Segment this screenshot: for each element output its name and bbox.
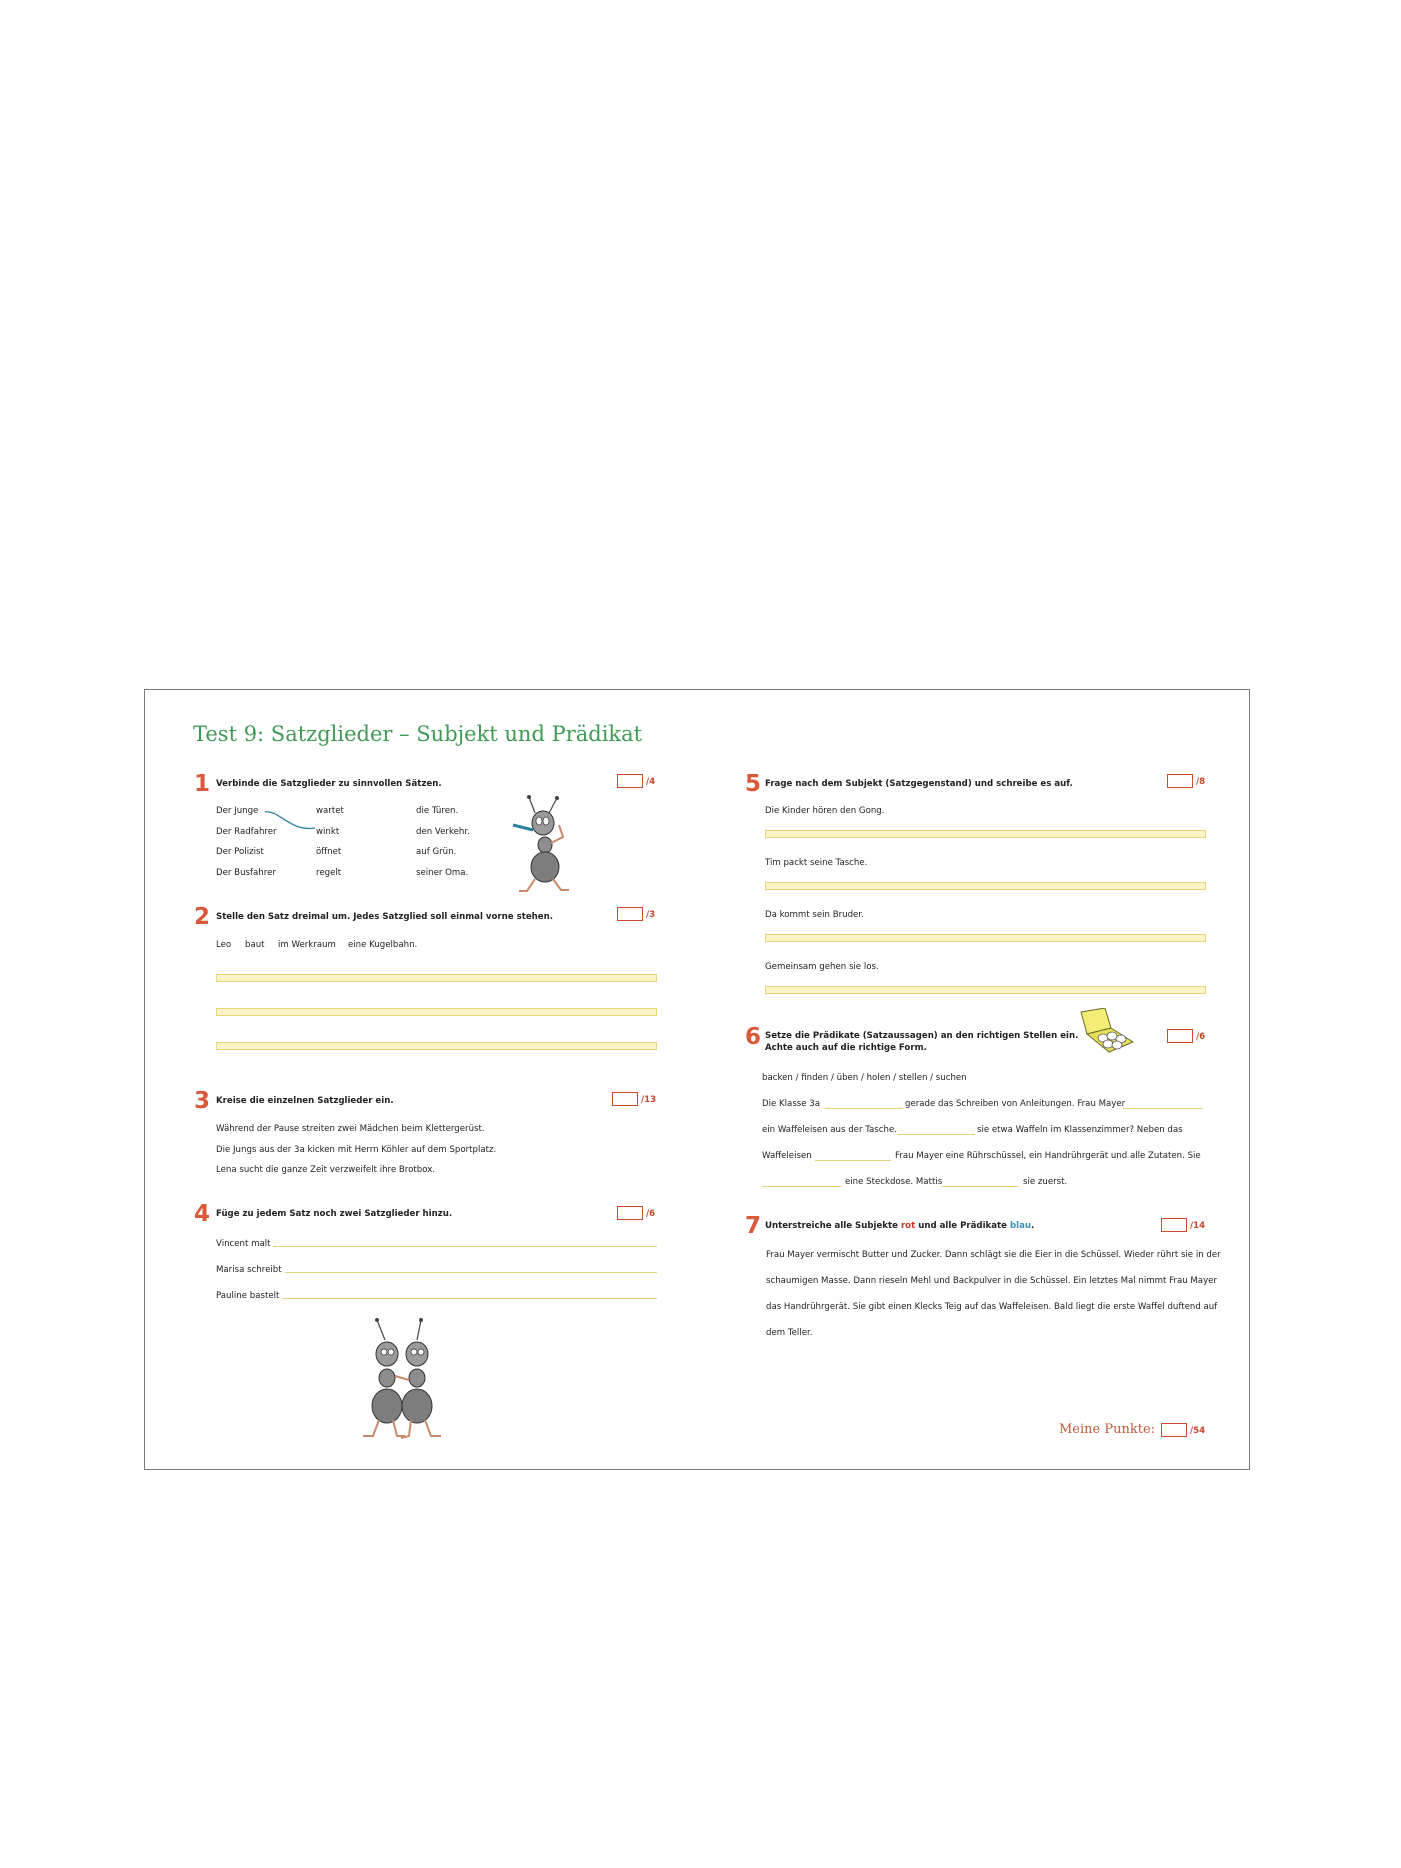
t6-text: ein Waffeleisen aus der Tasche.: [762, 1125, 897, 1135]
task-5-number: 5: [745, 771, 762, 797]
t7-text-line: dem Teller.: [766, 1328, 813, 1338]
task-1-number: 1: [194, 771, 211, 797]
task-3-max-points: /13: [641, 1095, 657, 1105]
task-4-number: 4: [194, 1201, 211, 1227]
t4-sentence-start: Marisa schreibt: [216, 1265, 282, 1275]
t1-col1-item: Der Junge: [216, 806, 259, 816]
task-3-score-box[interactable]: [612, 1092, 638, 1106]
t6-blank[interactable]: [897, 1134, 975, 1135]
t3-sentence: Während der Pause streiten zwei Mädchen beim Klettergerüst.: [216, 1124, 485, 1134]
task-5-instruction: Frage nach dem Subjekt (Satzgegenstand) und schreibe es auf.: [765, 779, 1073, 789]
t6-verb-list: backen / finden / üben / holen / stellen / suchen: [762, 1073, 967, 1083]
task-6-instruction-line1: Setze die Prädikate (Satzaussagen) an den richtigen Stellen ein.: [765, 1031, 1079, 1041]
task-7-score-box[interactable]: [1161, 1218, 1187, 1232]
t5-answer-line[interactable]: [765, 986, 1206, 994]
t4-sentence-start: Vincent malt: [216, 1239, 271, 1249]
task-5-max-points: /8: [1196, 777, 1206, 787]
t3-sentence: Lena sucht die ganze Zeit verzweifelt ihre Brotbox.: [216, 1165, 436, 1175]
task-4-score-box[interactable]: [617, 1206, 643, 1220]
color-word-blue: blau: [1009, 1221, 1031, 1231]
t1-col1-item: Der Polizist: [216, 847, 264, 857]
egg-carton-illustration: [1075, 1008, 1137, 1060]
t6-text: gerade das Schreiben von Anleitungen. Frau Mayer: [905, 1099, 1126, 1109]
t6-blank[interactable]: [762, 1186, 842, 1187]
t2-answer-line[interactable]: [216, 1042, 657, 1050]
t6-text: sie zuerst.: [1023, 1177, 1068, 1187]
t6-text: eine Steckdose. Mattis: [845, 1177, 943, 1187]
task-3-instruction: Kreise die einzelnen Satzglieder ein.: [216, 1096, 394, 1106]
t2-answer-line[interactable]: [216, 1008, 657, 1016]
task-2-max-points: /3: [646, 910, 656, 920]
t4-answer-line[interactable]: [285, 1272, 657, 1273]
t6-blank[interactable]: [941, 1186, 1019, 1187]
t6-blank[interactable]: [825, 1108, 903, 1109]
ant-with-pencil-illustration: [505, 795, 585, 895]
task-1-max-points: /4: [646, 777, 656, 787]
color-word-red: rot: [900, 1221, 916, 1231]
worksheet-page: [144, 689, 1250, 1470]
t6-blank[interactable]: [815, 1160, 891, 1161]
task-6-max-points: /6: [1196, 1032, 1206, 1042]
t6-text: Frau Mayer eine Rührschüssel, ein Handrührgerät und alle Zutaten. Sie: [895, 1151, 1201, 1161]
t7-text-line: das Handrührgerät. Sie gibt einen Klecks Teig auf das Waffeleisen. Bald liegt die erste Waffel duftend auf: [766, 1302, 1218, 1312]
task-2-instruction: Stelle den Satz dreimal um. Jedes Satzglied soll einmal vorne stehen.: [216, 912, 553, 922]
task-1-score-box[interactable]: [617, 774, 643, 788]
t1-col1-item: Der Radfahrer: [216, 827, 277, 837]
t1-col3-item: auf Grün.: [416, 847, 457, 857]
t5-answer-line[interactable]: [765, 882, 1206, 890]
t2-answer-line[interactable]: [216, 974, 657, 982]
t5-sentence: Tim packt seine Tasche.: [765, 858, 868, 868]
t1-col3-item: seiner Oma.: [416, 868, 469, 878]
t1-col2-item: wartet: [316, 806, 344, 816]
task-7-instruction: Unterstreiche alle Subjekte rot und alle Prädikate blau.: [765, 1221, 1035, 1231]
task-6-score-box[interactable]: [1167, 1029, 1193, 1043]
task-7-number: 7: [745, 1213, 762, 1239]
task-2-number: 2: [194, 904, 211, 930]
task-3-number: 3: [194, 1088, 211, 1114]
task-6-instruction-line2: Achte auch auf die richtige Form.: [765, 1043, 927, 1053]
t2-sentence-part: im Werkraum: [278, 940, 336, 950]
t6-blank[interactable]: [1123, 1108, 1203, 1109]
t5-answer-line[interactable]: [765, 830, 1206, 838]
t4-answer-line[interactable]: [273, 1246, 657, 1247]
t5-sentence: Die Kinder hören den Gong.: [765, 806, 885, 816]
task-5-score-box[interactable]: [1167, 774, 1193, 788]
task-4-instruction: Füge zu jedem Satz noch zwei Satzglieder hinzu.: [216, 1209, 453, 1219]
task-6-number: 6: [745, 1024, 762, 1050]
total-max-points: /54: [1190, 1426, 1206, 1436]
t5-sentence: Da kommt sein Bruder.: [765, 910, 864, 920]
t5-sentence: Gemeinsam gehen sie los.: [765, 962, 879, 972]
task-2-score-box[interactable]: [617, 907, 643, 921]
t2-sentence-part: baut: [245, 940, 265, 950]
two-ants-illustration: [355, 1318, 455, 1443]
t1-col3-item: den Verkehr.: [416, 827, 470, 837]
total-score-box[interactable]: [1161, 1423, 1187, 1437]
t4-answer-line[interactable]: [283, 1298, 657, 1299]
t1-col2-item: öffnet: [316, 847, 342, 857]
page-title: Test 9: Satzglieder – Subjekt und Prädikat: [193, 722, 643, 746]
t7-text-line: schaumigen Masse. Dann rieseln Mehl und Backpulver in die Schüssel. Ein letztes Mal nimmt Frau Mayer: [766, 1276, 1217, 1286]
task-4-max-points: /6: [646, 1209, 656, 1219]
t5-answer-line[interactable]: [765, 934, 1206, 942]
t6-text: Die Klasse 3a: [762, 1099, 821, 1109]
t1-col1-item: Der Busfahrer: [216, 868, 276, 878]
t3-sentence: Die Jungs aus der 3a kicken mit Herrn Köhler auf dem Sportplatz.: [216, 1145, 497, 1155]
task-7-max-points: /14: [1190, 1221, 1206, 1231]
t1-col3-item: die Türen.: [416, 806, 459, 816]
t1-col2-item: winkt: [316, 827, 340, 837]
t2-sentence-part: eine Kugelbahn.: [348, 940, 418, 950]
total-points-label: Meine Punkte:: [1059, 1422, 1156, 1437]
t1-col2-item: regelt: [316, 868, 342, 878]
t7-text-line: Frau Mayer vermischt Butter und Zucker. Dann schlägt sie die Eier in die Schüssel. Wieder rührt sie in der: [766, 1250, 1221, 1260]
t6-text: sie etwa Waffeln im Klassenzimmer? Neben das: [977, 1125, 1183, 1135]
t2-sentence-part: Leo: [216, 940, 232, 950]
t4-sentence-start: Pauline bastelt: [216, 1291, 280, 1301]
t6-text: Waffeleisen: [762, 1151, 812, 1161]
task-1-instruction: Verbinde die Satzglieder zu sinnvollen Sätzen.: [216, 779, 442, 789]
example-connector-line: [260, 802, 320, 832]
